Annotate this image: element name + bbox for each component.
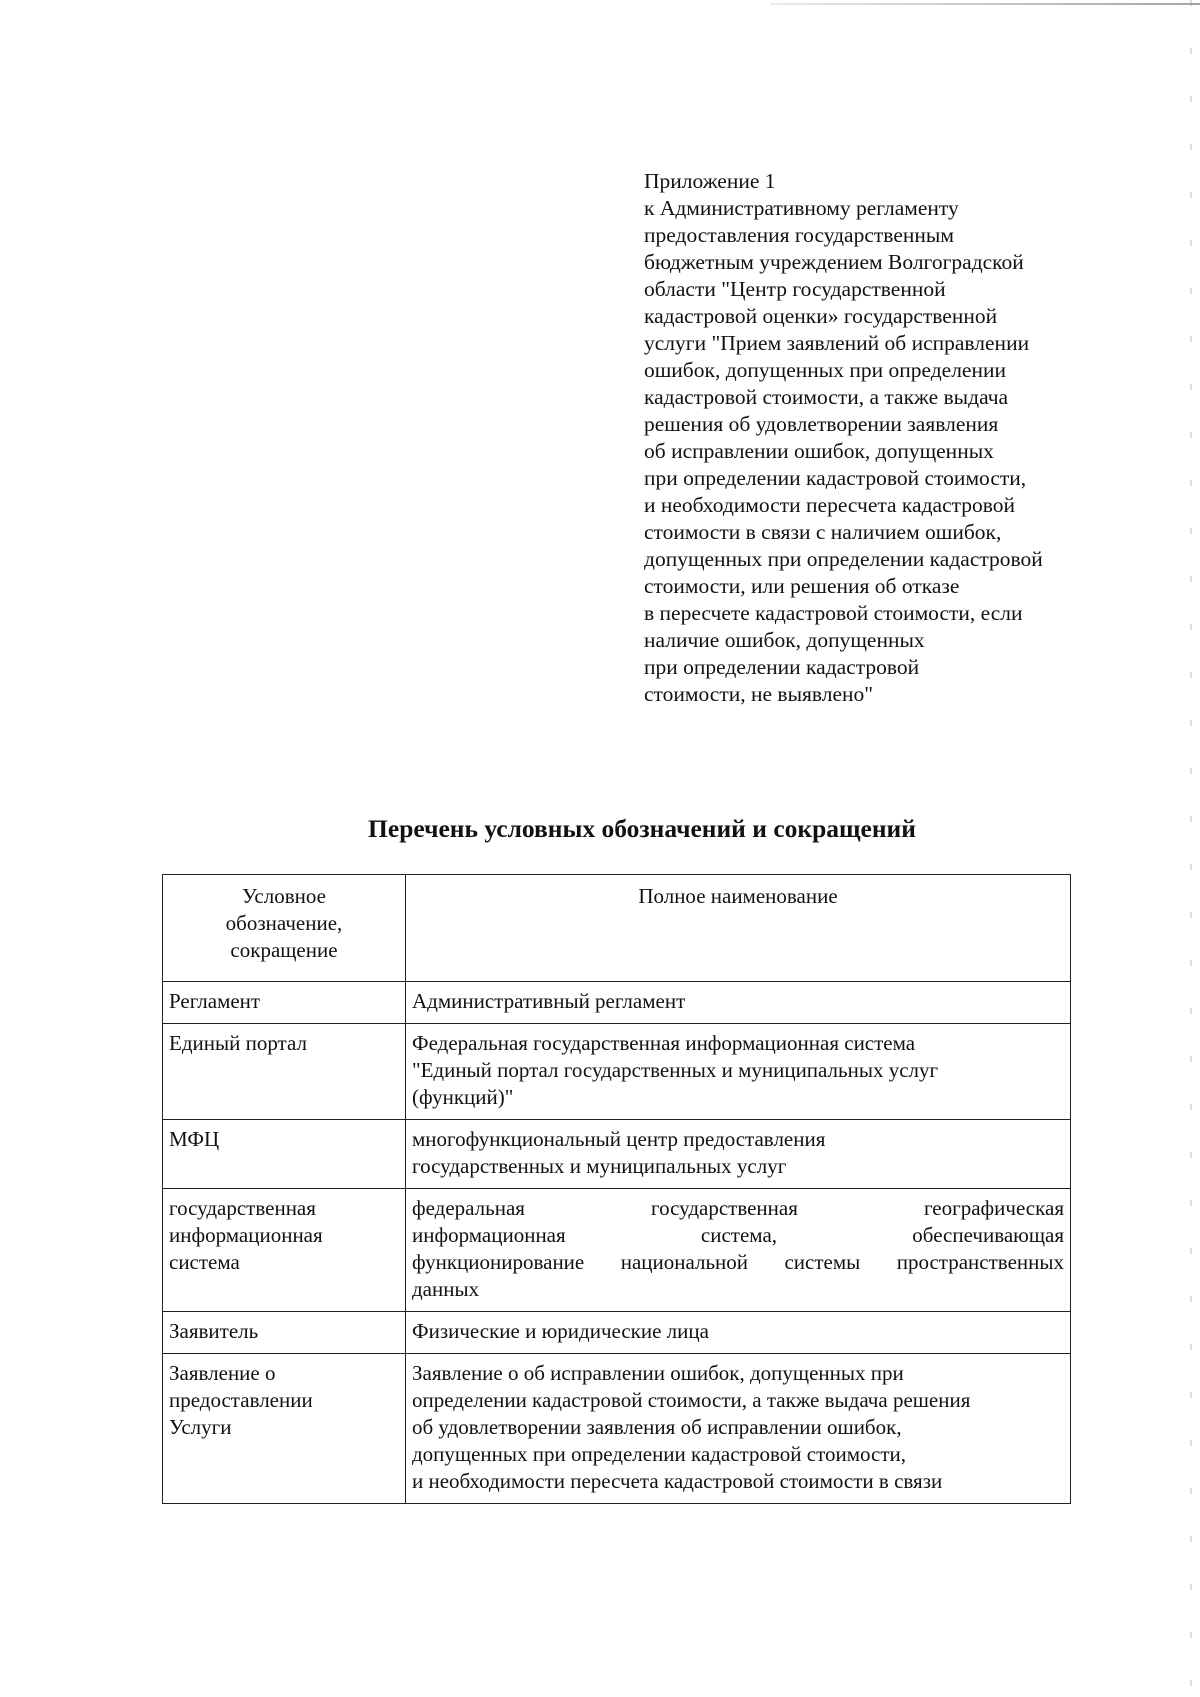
full-name-text: об удовлетворении заявления об исправлении ошибок,: [412, 1415, 902, 1439]
appendix-line: кадастровой стоимости, а также выдача: [644, 385, 1009, 409]
appendix-line: при определении кадастровой стоимости,: [644, 466, 1027, 490]
full-name-text: государственных и муниципальных услуг: [412, 1154, 787, 1178]
abbreviation-cell: [163, 1120, 406, 1189]
appendix-line: наличие ошибок, допущенных: [644, 628, 925, 652]
full-name-text: Федеральная государственная информационная система: [412, 1031, 916, 1055]
word: пространственных: [896, 1250, 1064, 1274]
full-name-cell: [406, 1354, 1071, 1504]
appendix-line: решения об удовлетворении заявления: [644, 412, 999, 436]
word: национальной: [620, 1250, 749, 1274]
full-name-cell: [406, 982, 1071, 1024]
header-text-line: Условное: [242, 884, 326, 908]
abbreviation-cell: [163, 1024, 406, 1120]
abbreviation-text: предоставлении: [169, 1388, 313, 1412]
justified-line: [412, 1195, 1064, 1222]
full-name-cell: [406, 1120, 1071, 1189]
word: обеспечивающая: [912, 1223, 1064, 1247]
appendix-line: и необходимости пересчета кадастровой: [644, 493, 1016, 517]
header-text-line: обозначение,: [225, 911, 343, 935]
abbreviation-text: Регламент: [169, 989, 261, 1013]
abbreviation-text: информационная: [169, 1223, 323, 1247]
appendix-line: к Административному регламенту: [644, 196, 959, 220]
full-name-text: Физические и юридические лица: [412, 1319, 709, 1343]
abbreviation-text: Единый портал: [169, 1031, 307, 1055]
appendix-line: бюджетным учреждением Волгоградской: [644, 250, 1024, 274]
document-title: Перечень условных обозначений и сокращений: [368, 814, 916, 843]
abbreviation-cell: [163, 1354, 406, 1504]
abbreviation-text: МФЦ: [169, 1127, 220, 1151]
appendix-header-block: [644, 168, 1104, 708]
table-row: [163, 1354, 1071, 1504]
header-cell-full-name: [406, 875, 1071, 982]
full-name-text: (функций)": [412, 1085, 514, 1109]
appendix-line: об исправлении ошибок, допущенных: [644, 439, 994, 463]
abbreviation-text: Услуги: [169, 1415, 232, 1439]
header-text-line: Полное наименование: [638, 884, 838, 908]
abbreviation-text: Заявление о: [169, 1361, 276, 1385]
scan-artifact-right-edge: [1190, 0, 1192, 1697]
abbreviation-cell: [163, 1189, 406, 1312]
full-name-text: многофункциональный центр предоставления: [412, 1127, 826, 1151]
table-row: [163, 1312, 1071, 1354]
abbreviation-text: государственная: [169, 1196, 316, 1220]
word: географическая: [923, 1196, 1064, 1220]
justified-line: [412, 1222, 1064, 1249]
appendix-line: кадастровой оценки» государственной: [644, 304, 998, 328]
justified-line: [412, 1249, 1064, 1276]
table-row: [163, 1024, 1071, 1120]
appendix-line: стоимости, не выявлено": [644, 682, 874, 706]
abbreviation-cell: [163, 1312, 406, 1354]
abbreviations-table: [162, 874, 1071, 1504]
word: системы: [784, 1250, 861, 1274]
appendix-line: области "Центр государственной: [644, 277, 946, 301]
appendix-line: допущенных при определении кадастровой: [644, 547, 1043, 571]
abbreviation-text: система: [169, 1250, 240, 1274]
word: функционирование: [412, 1250, 585, 1274]
table-row: [163, 1189, 1071, 1312]
full-name-text: данных: [412, 1277, 480, 1301]
word: информационная: [412, 1223, 566, 1247]
full-name-cell: [406, 1312, 1071, 1354]
appendix-line: предоставления государственным: [644, 223, 954, 247]
full-name-text: определении кадастровой стоимости, а также выдача решения: [412, 1388, 971, 1412]
appendix-line: в пересчете кадастровой стоимости, если: [644, 601, 1023, 625]
abbreviation-text: Заявитель: [169, 1319, 259, 1343]
full-name-text: Заявление о об исправлении ошибок, допущенных при: [412, 1361, 904, 1385]
abbreviation-cell: [163, 982, 406, 1024]
scan-artifact-top: [770, 3, 1200, 5]
table-row: [163, 1120, 1071, 1189]
full-name-text: Административный регламент: [412, 989, 686, 1013]
full-name-cell: [406, 1189, 1071, 1312]
header-cell-abbreviation: [163, 875, 406, 982]
appendix-line: услуги "Прием заявлений об исправлении: [644, 331, 1030, 355]
full-name-text: допущенных при определении кадастровой стоимости,: [412, 1442, 907, 1466]
table-row: [163, 982, 1071, 1024]
word: система,: [700, 1223, 778, 1247]
appendix-line: ошибок, допущенных при определении: [644, 358, 1006, 382]
header-text-line: сокращение: [230, 938, 338, 962]
word: государственная: [650, 1196, 798, 1220]
appendix-line: Приложение 1: [644, 169, 776, 193]
appendix-line: при определении кадастровой: [644, 655, 920, 679]
table-header-row: [163, 875, 1071, 982]
word: федеральная: [412, 1196, 525, 1220]
full-name-text: "Единый портал государственных и муниципальных услуг: [412, 1058, 939, 1082]
full-name-text: и необходимости пересчета кадастровой стоимости в связи: [412, 1469, 943, 1493]
full-name-cell: [406, 1024, 1071, 1120]
appendix-line: стоимости, или решения об отказе: [644, 574, 960, 598]
appendix-line: стоимости в связи с наличием ошибок,: [644, 520, 1002, 544]
